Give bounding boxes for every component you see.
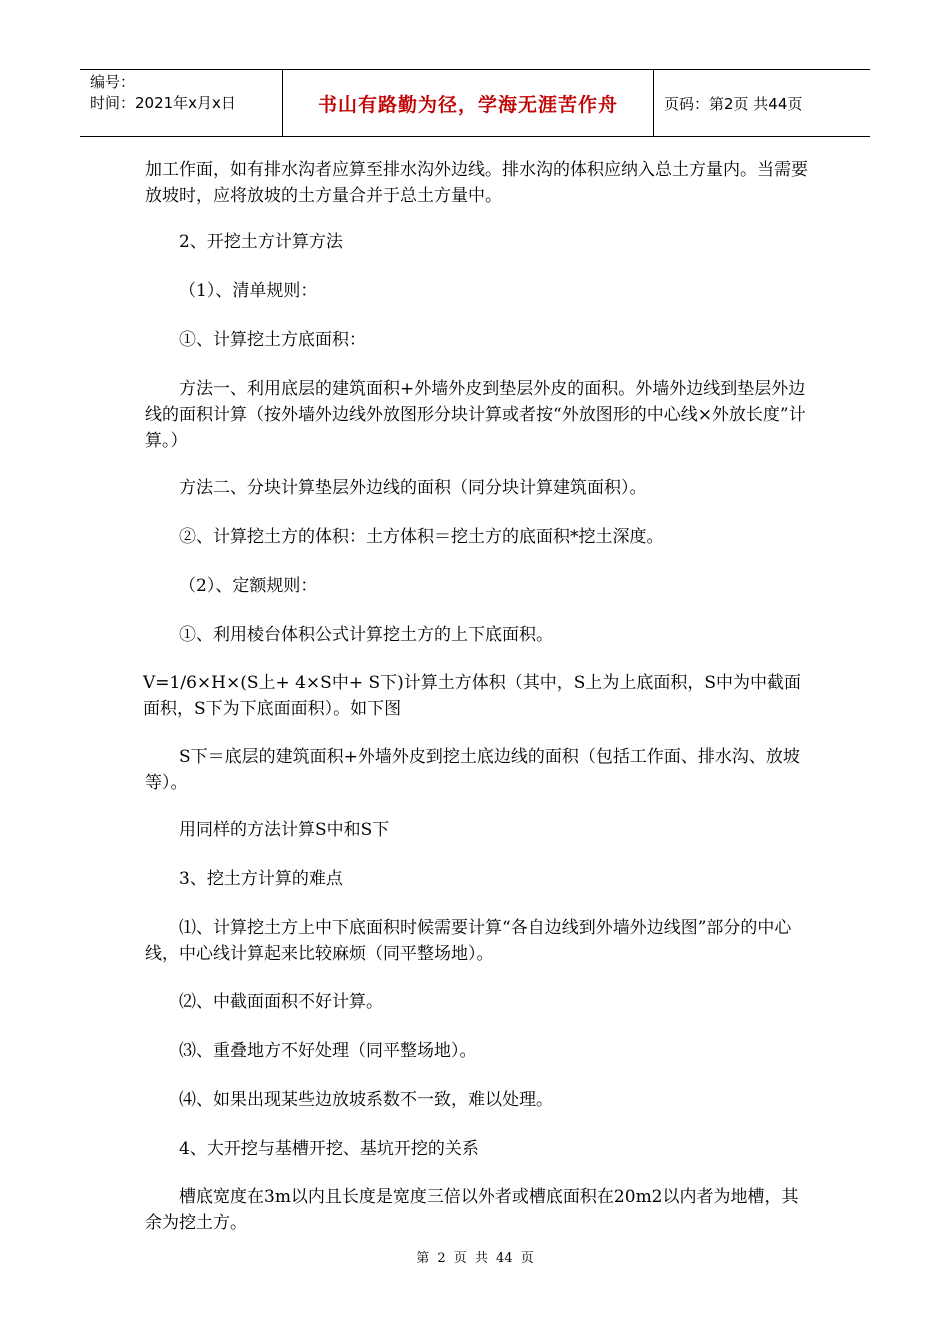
- difficulty-2: ⑵、中截面面积不好计算。: [179, 992, 383, 1012]
- paragraph-method-two: 方法二、分块计算垫层外边线的面积（同分块计算建筑面积）。: [179, 478, 647, 498]
- difficulty-3: ⑶、重叠地方不好处理（同平整场地）。: [179, 1041, 477, 1061]
- item-bottom-area: ①、计算挖土方底面积：: [179, 330, 366, 350]
- time-label: 时间：2021年x月x日: [90, 94, 236, 112]
- subheading-quota-rules: （2）、定额规则：: [179, 576, 318, 596]
- header-motto: 书山有路勤为径，学海无涯苦作舟: [282, 70, 654, 136]
- paragraph-continuation: 加工作面，如有排水沟者应算至排水沟外边线。排水沟的体积应纳入总土方量内。当需要放坡时，应将放坡的土方量合并于总土方量中。: [145, 160, 808, 206]
- section-heading-4: 4、大开挖与基槽开挖、基坑开挖的关系: [179, 1139, 479, 1159]
- paragraph-formula: V=1/6×H×(S上+ 4×S中+ S下)计算土方体积（其中，S上为上底面积，S中为中截面面积，S下为下底面面积）。如下图: [143, 673, 802, 719]
- paragraph-same-method: 用同样的方法计算S中和S下: [179, 820, 390, 840]
- document-body: [145, 157, 810, 1236]
- page-footer: 第 2 页 共 44 页: [416, 1251, 534, 1266]
- header-page-info: 页码：第2页 共44页: [664, 94, 803, 113]
- header-meta: [80, 70, 282, 136]
- item-frustum-formula: ①、利用棱台体积公式计算挖土方的上下底面积。: [179, 625, 553, 645]
- section-heading-3: 3、挖土方计算的难点: [179, 869, 343, 889]
- difficulty-4: ⑷、如果出现某些边放坡系数不一致，难以处理。: [179, 1090, 553, 1110]
- item-volume: ②、计算挖土方的体积：土方体积＝挖土方的底面积*挖土深度。: [179, 527, 664, 547]
- page-header: [80, 69, 870, 137]
- paragraph-method-one: 方法一、利用底层的建筑面积+外墙外皮到垫层外皮的面积。外墙外边线到垫层外边线的面积计算（按外墙外边线外放图形分块计算或者按“外放图形的中心线×外放长度”计算。）: [145, 379, 806, 451]
- subheading-list-rules: （1）、清单规则：: [179, 281, 318, 301]
- section-heading-2: 2、开挖土方计算方法: [179, 232, 343, 252]
- paragraph-trench-definition: 槽底宽度在3m以内且长度是宽度三倍以外者或槽底面积在20m2以内者为地槽，其余为挖土方。: [145, 1187, 799, 1233]
- number-label: 编号：: [90, 73, 136, 91]
- difficulty-1: ⑴、计算挖土方上中下底面积时候需要计算“各自边线到外墙外边线图”部分的中心线，中心线计算起来比较麻烦（同平整场地）。: [145, 918, 792, 964]
- paragraph-s-lower: S下＝底层的建筑面积+外墙外皮到挖土底边线的面积（包括工作面、排水沟、放坡等）。: [145, 747, 800, 793]
